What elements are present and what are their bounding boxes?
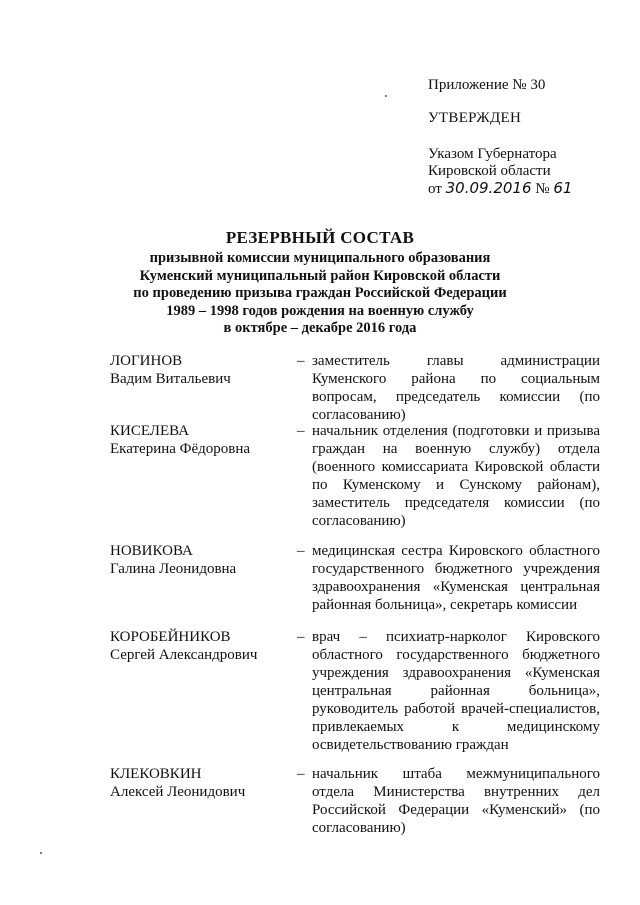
member-surname: ЛОГИНОВ — [110, 353, 183, 369]
member-role: начальник штаба межмуниципального отдела Министерства внутренних дел Российской Федерации «Куменский» (по согласованию) — [312, 766, 600, 836]
member-given-name: Алексей Леонидович — [110, 784, 246, 800]
member-dash: – — [297, 353, 305, 369]
subtitle-line: 1989 – 1998 годов рождения на военную службу — [166, 302, 474, 319]
member-name — [110, 542, 290, 578]
member-dash: – — [297, 423, 305, 439]
member-dash: – — [297, 766, 305, 782]
member-given-name: Вадим Витальевич — [110, 371, 231, 387]
decree-number-label: № — [535, 181, 550, 197]
decree-number: 61 — [553, 179, 573, 197]
member-surname: КОРОБЕЙНИКОВ — [110, 629, 231, 645]
member-surname: КИСЕЛЕВА — [110, 423, 190, 439]
subtitle-line: в октябре – декабре 2016 года — [223, 320, 417, 336]
approved-stamp: УТВЕРЖДЕН — [428, 110, 522, 126]
decree-line-2: Кировской области — [428, 163, 551, 179]
member-role: врач – психиатр-нарколог Кировского областного государственного бюджетного учреждения здравоохранения «Куменская центральная районная больница», руководитель работой врачей-специалистов, привлекаемых к медицинскому освидетельствованию граждан — [312, 629, 600, 753]
subtitle-line: призывной комиссии муниципального образования — [149, 250, 491, 266]
member-dash: – — [297, 629, 305, 645]
member-dash: – — [297, 543, 305, 559]
decree-line-1: Указом Губернатора — [428, 146, 557, 162]
decree-from-label: от — [428, 181, 442, 197]
scan-speck — [385, 95, 387, 97]
subtitle-line: по проведению призыва граждан Российской Федерации — [133, 285, 507, 301]
decree-date: 30.09.2016 — [445, 179, 532, 197]
member-given-name: Сергей Александрович — [110, 647, 258, 663]
member-given-name: Екатерина Фёдоровна — [110, 441, 251, 457]
document-title: РЕЗЕРВНЫЙ СОСТАВ — [225, 228, 415, 247]
member-given-name: Галина Леонидовна — [110, 561, 237, 577]
member-name — [110, 422, 290, 458]
document-subtitle — [0, 250, 640, 338]
appendix-number: Приложение № 30 — [428, 77, 546, 93]
scan-speck — [40, 852, 42, 854]
member-role: медицинская сестра Кировского областного государственного бюджетного учреждения здравоохранения «Куменская центральная районная больница», секретарь комиссии — [312, 543, 600, 613]
decree-date-line — [428, 180, 572, 198]
member-name — [110, 765, 290, 801]
decree-block — [428, 146, 572, 198]
member-role: начальник отделения (подготовки и призыва граждан на военную службу) отдела (военного комиссариата Кировской области по Куменскому и Сунскому районам), заместитель председателя комиссии (по согласованию) — [312, 423, 600, 529]
member-role: заместитель главы администрации Куменского района по социальным вопросам, председатель комиссии (по согласованию) — [312, 353, 600, 423]
member-name — [110, 628, 290, 664]
subtitle-line: Куменский муниципальный район Кировской области — [139, 267, 501, 284]
member-surname: КЛЕКОВКИН — [110, 766, 202, 782]
member-name — [110, 352, 290, 388]
member-surname: НОВИКОВА — [110, 543, 193, 559]
